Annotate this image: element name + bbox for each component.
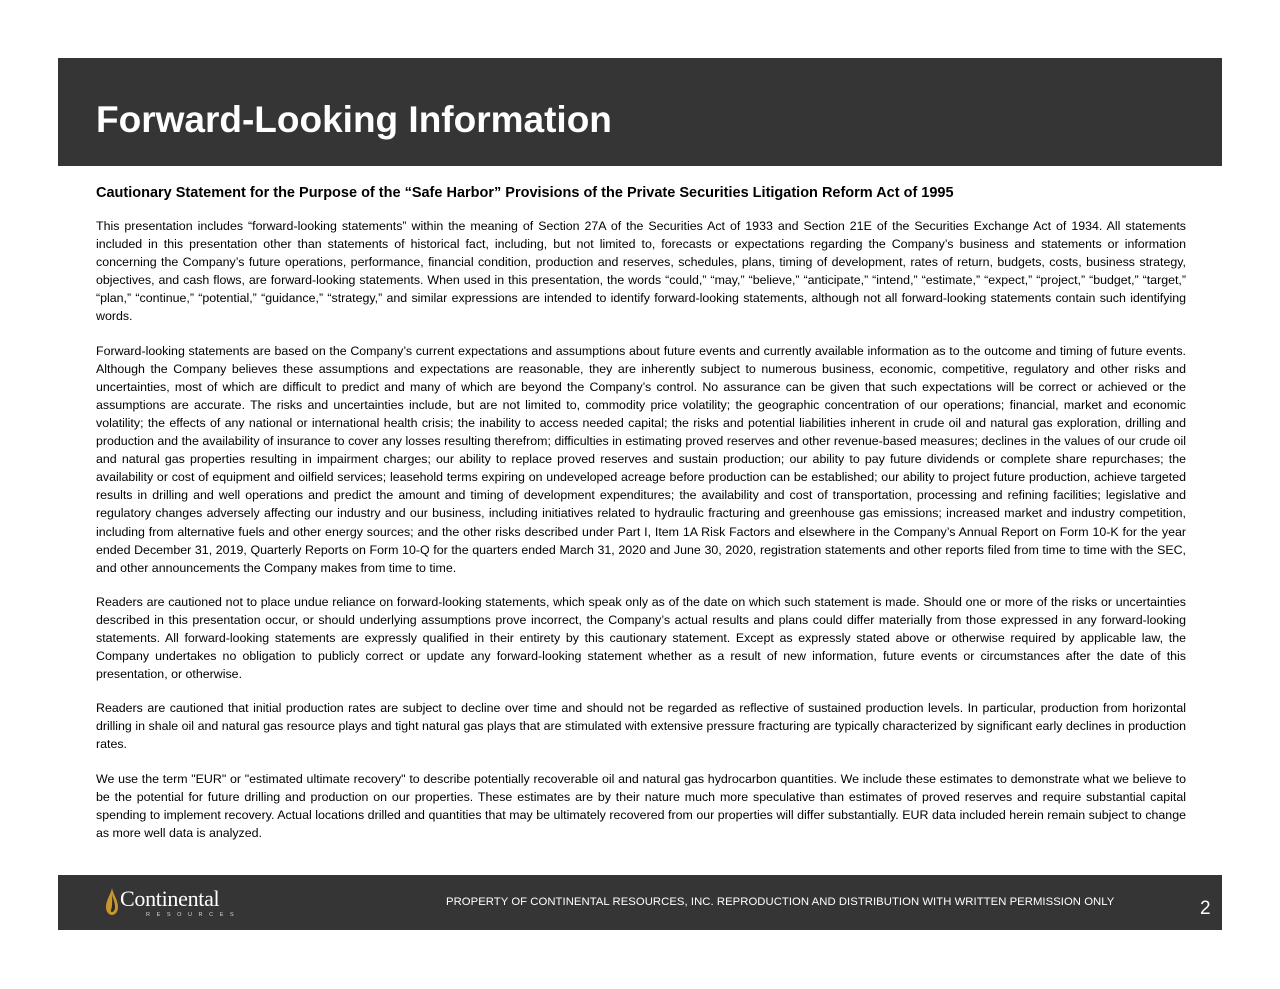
paragraph-initial-production-rates: Readers are cautioned that initial production rates are subject to decline over time and should not be regarded as reflective of sustained production levels. In particular, production from horizontal drilling in shale oil and natural gas resource plays and tight natural gas plays that are stimulated with extensive pressure fracturing are typically characterized by significant early declines in production rates. — [96, 701, 1186, 752]
logo-subtitle: RESOURCES — [146, 912, 241, 918]
paragraph-eur-definition: We use the term "EUR" or "estimated ultimate recovery" to describe potentially recoverable oil and natural gas hydrocarbon quantities. We include these estimates to demonstrate what we believe to be the potential for future drilling and production on our properties. These estimates are by their nature much more speculative than estimates of proved reserves and require substantial capital spending to implement recovery. Actual locations drilled and quantities that may be ultimately recovered from our properties will differ substantially. EUR data included herein remain subject to change as more well data is analyzed. — [96, 771, 1186, 840]
paragraph-undue-reliance: Readers are cautioned not to place undue reliance on forward-looking statements, which speak only as of the date on which such statement is made. Should one or more of the risks or uncertainties described in this presentation occur, or should underlying assumptions prove incorrect, the Company’s actual results and plans could differ materially from those expressed in any forward-looking statements. All forward-looking statements are expressly qualified in their entirety by this cautionary statement. Except as expressly stated above or otherwise required by applicable law, the Company undertakes no obligation to publicly correct or update any forward-looking statement whether as a result of new information, future events or circumstances after the date of this presentation, or otherwise. — [96, 594, 1186, 682]
footer-bar — [58, 875, 1222, 930]
section-subtitle: Cautionary Statement for the Purpose of the “Safe Harbor” Provisions of the Private Securities Litigation Reform Act of 1995 — [96, 185, 954, 201]
header-bar — [58, 58, 1222, 166]
page-title: Forward-Looking Information — [96, 99, 612, 140]
logo-name: Continental — [120, 886, 220, 911]
copyright-notice: PROPERTY OF CONTINENTAL RESOURCES, INC. REPRODUCTION AND DISTRIBUTION WITH WRITTEN PERMISSION ONLY — [446, 896, 1115, 908]
company-logo — [106, 888, 240, 918]
oil-drop-icon — [106, 888, 118, 915]
main-content — [96, 183, 1186, 858]
paragraph-risks-and-uncertainties: Forward-looking statements are based on the Company’s current expectations and assumptions about future events and currently available information as to the outcome and timing of future events. Although the Company believes these assumptions and expectations are reasonable, they are inherently subject to numerous business, economic, competitive, regulatory and other risks and uncertainties, most of which are difficult to predict and many of which are beyond the Company’s control. No assurance can be given that such expectations will be correct or achieved or the assumptions are accurate. The risks and uncertainties include, but are not limited to, commodity price volatility; the geographic concentration of our operations; financial, market and economic volatility; the effects of any national or international health crisis; the inability to access needed capital; the risks and potential liabilities inherent in crude oil and natural gas exploration, drilling and production and the availability of insurance to cover any losses resulting therefrom; difficulties in estimating proved reserves and other revenue-based measures; declines in the values of our crude oil and natural gas properties resulting in impairment charges; our ability to replace proved reserves and sustain production; our ability to pay future dividends or complete share repurchases; the availability or cost of equipment and oilfield services; leasehold terms expiring on undeveloped acreage before production can be established; our ability to project future production, achieve targeted results in drilling and well operations and predict the amount and timing of development expenditures; the availability and cost of transportation, processing and refining facilities; legislative and regulatory changes adversely affecting our industry and our business, including initiatives related to hydraulic fracturing and greenhouse gas emissions; increased market and industry competition, including from alternative fuels and other energy sources; and the other risks described under Part I, Item 1A Risk Factors and elsewhere in the Company’s Annual Report on Form 10-K for the year ended December 31, 2019, Quarterly Reports on Form 10-Q for the quarters ended March 31, 2020 and June 30, 2020, registration statements and other reports filed from time to time with the SEC, and other announcements the Company makes from time to time. — [96, 343, 1186, 575]
page-number: 2 — [1200, 898, 1211, 919]
paragraph-forward-looking-statements: This presentation includes “forward-looking statements” within the meaning of Section 27A of the Securities Act of 1933 and Section 21E of the Securities Exchange Act of 1934. All statements included in this presentation other than statements of historical fact, including, but not limited to, forecasts or expectations regarding the Company’s business and statements or information concerning the Company’s future operations, performance, financial condition, production and reserves, schedules, plans, timing of development, rates of return, budgets, costs, business strategy, objectives, and cash flows, are forward-looking statements. When used in this presentation, the words “could,” “may,” “believe,” “anticipate,” “intend,” “estimate,” “expect,” “project,” “budget,” “target,” “plan,” “continue,” “potential,” “guidance,” “strategy,” and similar expressions are intended to identify forward-looking statements, although not all forward-looking statements contain such identifying words. — [96, 219, 1186, 324]
